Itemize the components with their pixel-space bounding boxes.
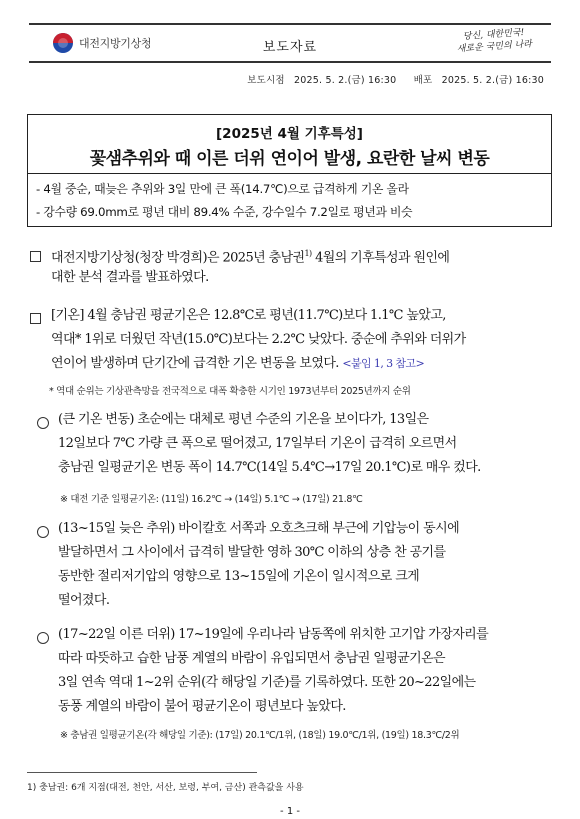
chungnam-temperature-note: ※ 충남권 일평균기온(각 해당일 기준): (17일) 20.1℃/1위, (18일) 19.0℃/1위, (19일) 18.3℃/2위 (60, 730, 460, 741)
summary-line: - 강수량 69.0mm로 평년 대비 89.4% 수준, 강수일수 7.2일로 평년과 비슷 (36, 205, 413, 219)
circle-bullet-icon (37, 417, 49, 429)
release-time-label: 보도시점 (247, 75, 285, 86)
title-box (27, 114, 552, 174)
footnote-divider (27, 772, 257, 773)
square-bullet-icon (30, 313, 41, 324)
square-bullet-icon (30, 251, 41, 262)
daejeon-temperature-note: ※ 대전 기준 일평균기온: (11일) 16.2℃ → (14일) 5.1℃ → (17일) 21.8℃ (60, 494, 363, 505)
summary-line: - 4월 중순, 때늦은 추위와 3일 만에 큰 폭(14.7℃)으로 급격하게 기온 올라 (36, 182, 409, 196)
appendix-reference: <붙임 1, 3 참고> (342, 357, 425, 370)
release-time-value: 2025. 5. 2.(금) 16:30 (294, 75, 397, 86)
distribution-value: 2025. 5. 2.(금) 16:30 (441, 75, 544, 86)
footnote-marker: 1) (304, 249, 312, 258)
footnote: 1) 충남권: 6개 지점(대전, 천안, 서산, 보령, 부여, 금산) 관측값을 사용 (27, 783, 304, 793)
agency-name: 대전지방기상청 (79, 37, 152, 50)
press-release-header (29, 23, 551, 63)
circle-bullet-icon (37, 632, 49, 644)
title-subheading: [2025년 4월 기후특성] (216, 126, 363, 142)
summary-box (27, 174, 552, 227)
ranking-note: * 역대 순위는 기상관측망을 전국적으로 대폭 확충한 시기인 1973년부터 2025년까지 순위 (49, 386, 411, 397)
page-title: 꽃샘추위와 때 이른 더위 연이어 발생, 요란한 날씨 변동 (89, 149, 490, 169)
distribution-label: 배포 (413, 75, 433, 86)
government-slogan: 당신, 대한민국! 새로운 국민의 나라 (456, 27, 533, 55)
release-info (241, 72, 544, 86)
circle-bullet-icon (37, 526, 49, 538)
page-number: - 1 - (280, 806, 300, 817)
document-type: 보도자료 (262, 40, 318, 55)
